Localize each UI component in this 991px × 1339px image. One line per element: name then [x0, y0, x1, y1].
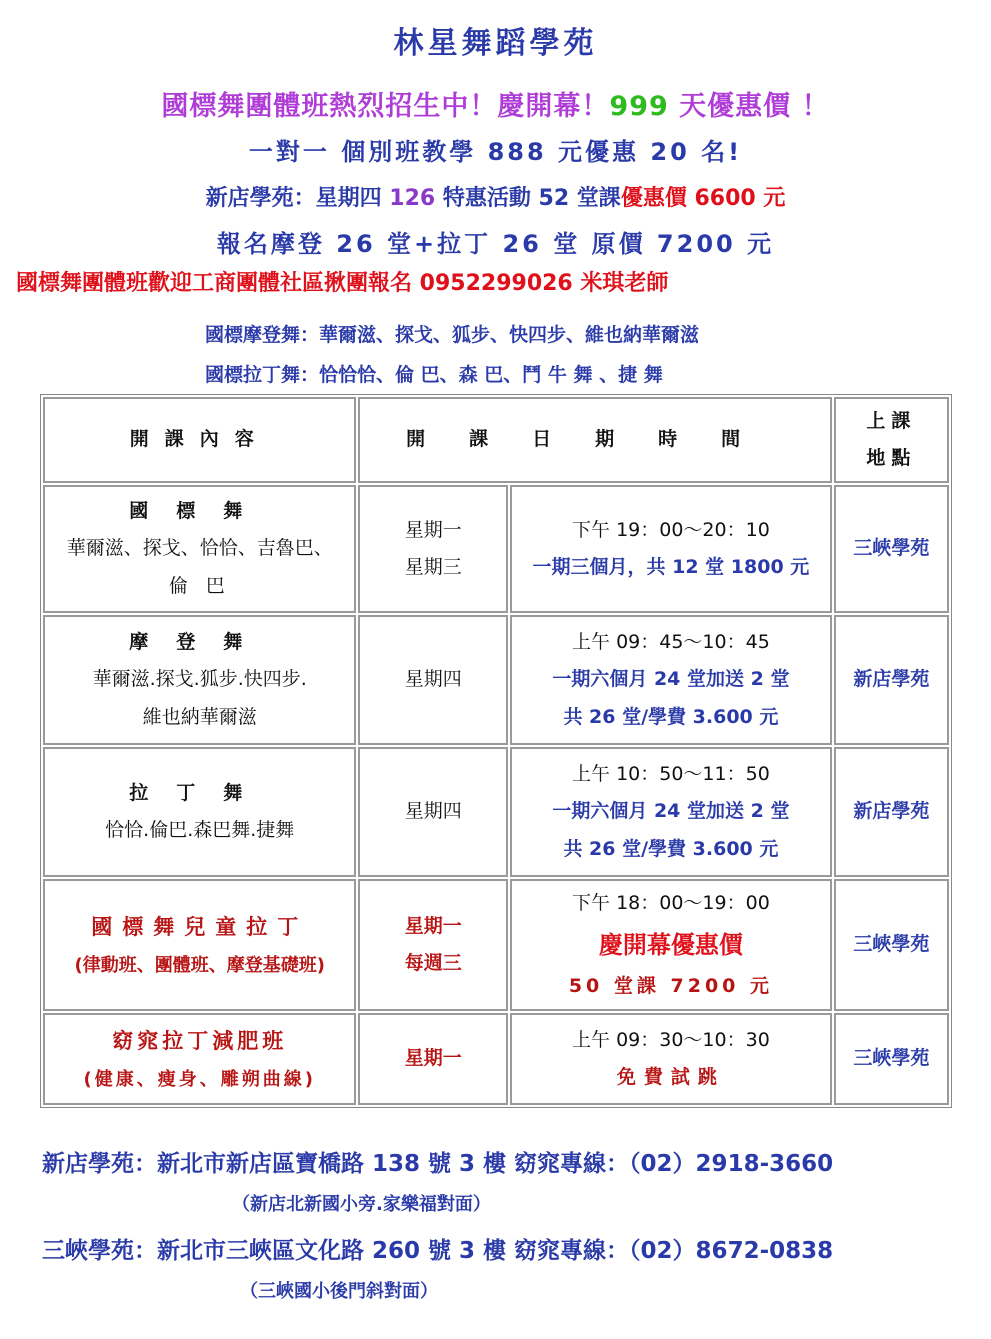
- course-time: 上午 09：30～10：30: [572, 1028, 770, 1051]
- header-location-line-1: 上課: [866, 409, 917, 432]
- course-day: 星期一: [404, 1047, 462, 1070]
- xindian-address: 新店學苑：新北市新店區寶橋路 138 號 3 樓 窈窕專線：（02）2918-3660: [42, 1151, 834, 1177]
- time-cell: [510, 615, 832, 745]
- course-location: 新店學苑: [834, 615, 949, 745]
- course-subtitle: 倫 巴: [168, 574, 231, 597]
- course-title: 窈窕拉丁減肥班: [112, 1028, 288, 1053]
- course-fee: 一期六個月 24 堂加送 2 堂: [552, 800, 790, 823]
- sanxia-address: 三峽學苑：新北市三峽區文化路 260 號 3 樓 窈窕專線：（02）8672-0838: [42, 1238, 834, 1264]
- course-time: 下午 19：00～20：10: [572, 518, 770, 541]
- course-subtitle: 維也納華爾滋: [142, 705, 257, 728]
- course-time: 上午 09：45～10：45: [572, 631, 770, 654]
- course-promo: 慶開幕優惠價: [598, 930, 743, 959]
- course-fee: 免費試跳: [616, 1066, 725, 1088]
- table-row: [43, 747, 949, 877]
- day-cell: [358, 879, 508, 1011]
- course-fee: 共 26 堂/學費 3.600 元: [563, 837, 779, 860]
- promo-126-text: 126: [389, 186, 436, 211]
- course-subtitle: 恰恰.倫巴.森巴舞.捷舞: [105, 819, 295, 841]
- course-title: 國標舞: [129, 500, 271, 523]
- page-title: 林星舞蹈學苑: [393, 26, 598, 61]
- day-cell: [358, 1013, 508, 1105]
- latin-styles-text: 國標拉丁舞：恰恰恰、倫 巴、森 巴、鬥 牛 舞 、捷 舞: [205, 364, 663, 386]
- table-row: [43, 1013, 949, 1105]
- course-fee: 一期三個月，共 12 堂 1800 元: [532, 556, 810, 578]
- course-cell: [43, 1013, 356, 1105]
- course-cell: [43, 485, 356, 613]
- course-day: 星期一: [404, 518, 462, 541]
- course-fee: 共 26 堂/學費 3.600 元: [563, 705, 779, 728]
- course-cell: [43, 747, 356, 877]
- course-time: 上午 10：50～11：50: [572, 763, 770, 786]
- promo-xindian-prefix: 新店學苑：星期四: [205, 186, 390, 211]
- time-cell: [510, 747, 832, 877]
- promo-line-5: 國標舞團體班歡迎工商團體社區揪團報名 0952299026 米琪老師: [16, 271, 669, 296]
- day-cell: [358, 615, 508, 745]
- header-location: [834, 397, 949, 483]
- promo-line-1: [0, 84, 991, 123]
- course-day: 星期三: [404, 556, 462, 578]
- time-cell: [510, 879, 832, 1011]
- course-location: 三峽學苑: [834, 1013, 949, 1105]
- course-title: 拉丁舞: [129, 781, 271, 804]
- schedule-table: [40, 394, 952, 1108]
- course-title: 摩登舞: [129, 631, 271, 654]
- course-location: 三峽學苑: [834, 485, 949, 613]
- course-fee: 一期六個月 24 堂加送 2 堂: [552, 668, 790, 691]
- course-cell: [43, 615, 356, 745]
- course-subtitle: (健康、瘦身、雕朔曲線): [83, 1068, 316, 1090]
- course-day: 星期四: [404, 668, 462, 691]
- promo-999-text: 999: [609, 91, 669, 122]
- course-location: 新店學苑: [834, 747, 949, 877]
- promo-discount-text: 天優惠價 ！: [668, 91, 830, 122]
- modern-styles-text: 國標摩登舞：華爾滋、探戈、狐步、快四步、維也納華爾滋: [205, 324, 700, 346]
- course-day: 每週三: [404, 952, 462, 974]
- header-location-line-2: 地點: [866, 447, 917, 469]
- table-row: [43, 485, 949, 613]
- course-subtitle: 華爾滋.探戈.狐步.快四步.: [92, 668, 307, 691]
- header-content: 開課內容: [43, 397, 356, 483]
- promo-line-3: [0, 181, 991, 212]
- promo-line-2: 一對一 個別班教學 888 元優惠 20 名!: [248, 138, 743, 166]
- promo-line-4: 報名摩登 26 堂+拉丁 26 堂 原價 7200 元: [216, 230, 775, 258]
- time-cell: [510, 485, 832, 613]
- course-day: 星期一: [404, 914, 462, 937]
- course-day: 星期四: [404, 800, 462, 823]
- table-header-row: [43, 397, 949, 483]
- course-cell: [43, 879, 356, 1011]
- promo-price-text: 優惠價 6600 元: [620, 186, 786, 211]
- course-subtitle: 華爾滋、探戈、恰恰、吉魯巴、: [66, 537, 333, 560]
- day-cell: [358, 747, 508, 877]
- course-time: 下午 18：00～19：00: [572, 891, 770, 914]
- course-title: 國標舞兒童拉丁: [91, 914, 309, 939]
- promo-recruiting-text: 國標舞團體班熱烈招生中！慶開幕！: [161, 91, 610, 122]
- header-datetime: 開課日期時間: [358, 397, 831, 483]
- table-row: [43, 879, 949, 1011]
- promo-lessons-text: 特惠活動 52 堂課: [435, 186, 621, 211]
- day-cell: [358, 485, 508, 613]
- xindian-address-note: （新店北新國小旁.家樂福對面）: [232, 1194, 491, 1215]
- course-location: 三峽學苑: [834, 879, 949, 1011]
- course-fee: 50 堂課 7200 元: [568, 975, 773, 998]
- table-row: [43, 615, 949, 745]
- course-subtitle: (律動班、團體班、摩登基礎班): [74, 954, 325, 976]
- time-cell: [510, 1013, 832, 1105]
- sanxia-address-note: （三峽國小後門斜對面）: [240, 1281, 438, 1302]
